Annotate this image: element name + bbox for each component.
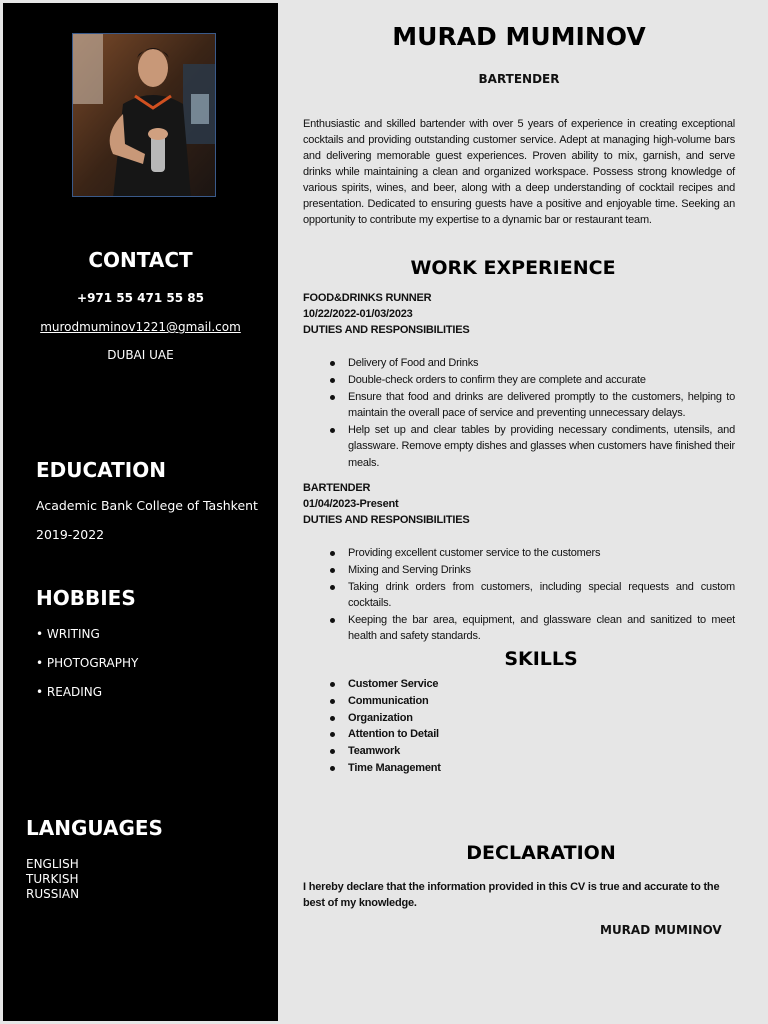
job-title: FOOD&DRINKS RUNNER xyxy=(303,292,432,304)
job-duties-list xyxy=(330,355,735,472)
duty-item: Taking drink orders from customers, including special requests and custom cocktails. xyxy=(330,579,735,612)
skills-heading: SKILLS xyxy=(504,648,578,670)
languages-list xyxy=(26,857,79,902)
job-dates: 01/04/2023-Present xyxy=(303,498,399,510)
profile-photo xyxy=(72,33,216,197)
declaration-text: I hereby declare that the information provided in this CV is true and accurate to the best of my knowledge. xyxy=(303,881,720,909)
skill-item: Teamwork xyxy=(330,743,735,760)
job-title: BARTENDER xyxy=(303,482,371,494)
skill-item: Organization xyxy=(330,710,735,727)
education-heading: EDUCATION xyxy=(36,458,166,482)
education-years: 2019-2022 xyxy=(36,527,105,542)
languages-heading: LANGUAGES xyxy=(26,816,163,840)
duty-item: Ensure that food and drinks are delivered promptly to the customers, helping to maintain the overall pace of service and preventing unnecessary delays. xyxy=(330,389,735,422)
duties-label: DUTIES AND RESPONSIBILITIES xyxy=(303,514,470,526)
job-meta xyxy=(303,480,470,528)
declaration-heading: DECLARATION xyxy=(466,842,616,864)
job-duties-list xyxy=(330,545,735,645)
phone-number: +971 55 471 55 85 xyxy=(77,291,204,305)
contact-heading: CONTACT xyxy=(88,248,193,272)
duty-item: Double-check orders to confirm they are complete and accurate xyxy=(330,372,735,389)
skills-list xyxy=(330,676,735,777)
skill-item: Time Management xyxy=(330,760,735,777)
language-item: ENGLISH xyxy=(26,857,79,871)
sidebar xyxy=(3,3,278,1021)
candidate-role: BARTENDER xyxy=(478,72,560,86)
job-dates: 10/22/2022-01/03/2023 xyxy=(303,308,413,320)
duty-item: Delivery of Food and Drinks xyxy=(330,355,735,372)
duty-item: Help set up and clear tables by providing necessary condiments, utensils, and glassware. Remove empty dishes and glasses when customers have finished their meals. xyxy=(330,422,735,472)
job-meta xyxy=(303,290,470,338)
location: DUBAI UAE xyxy=(107,348,174,362)
email-link[interactable]: murodmuminov1221@gmail.com xyxy=(40,320,241,334)
language-item: TURKISH xyxy=(26,872,79,886)
hobby-item: • READING xyxy=(36,685,103,699)
hobbies-list xyxy=(36,627,138,714)
profile-summary: Enthusiastic and skilled bartender with over 5 years of experience in creating exceptional cocktails and providing outstanding customer service. Adept at managing high-volume bars and delivering memorable guest experiences. Proven ability to mix, garnish, and serve drinks while maintaining a clean and organized workspace. Possess strong knowledge of various spirits, wines, and beer, along with a deep understanding of cocktail recipes and presentation. Dedicated to ensuring guests have a positive and enjoyable time. Seeking an opportunity to contribute my expertise to a dynamic bar or restaurant team. xyxy=(303,118,735,226)
duty-item: Mixing and Serving Drinks xyxy=(330,562,735,579)
candidate-name: MURAD MUMINOV xyxy=(392,22,646,51)
hobby-item: • WRITING xyxy=(36,627,100,641)
language-item: RUSSIAN xyxy=(26,887,80,901)
work-experience-heading: WORK EXPERIENCE xyxy=(410,257,616,279)
signature-name: MURAD MUMINOV xyxy=(600,923,722,937)
skill-item: Customer Service xyxy=(330,676,735,693)
duty-item: Keeping the bar area, equipment, and glassware clean and sanitized to meet health and safety standards. xyxy=(330,612,735,645)
duties-label: DUTIES AND RESPONSIBILITIES xyxy=(303,324,470,336)
skill-item: Communication xyxy=(330,693,735,710)
hobbies-heading: HOBBIES xyxy=(36,586,136,610)
duty-item: Providing excellent customer service to the customers xyxy=(330,545,735,562)
education-school: Academic Bank College of Tashkent xyxy=(36,498,258,513)
skill-item: Attention to Detail xyxy=(330,726,735,743)
hobby-item: • PHOTOGRAPHY xyxy=(36,656,139,670)
